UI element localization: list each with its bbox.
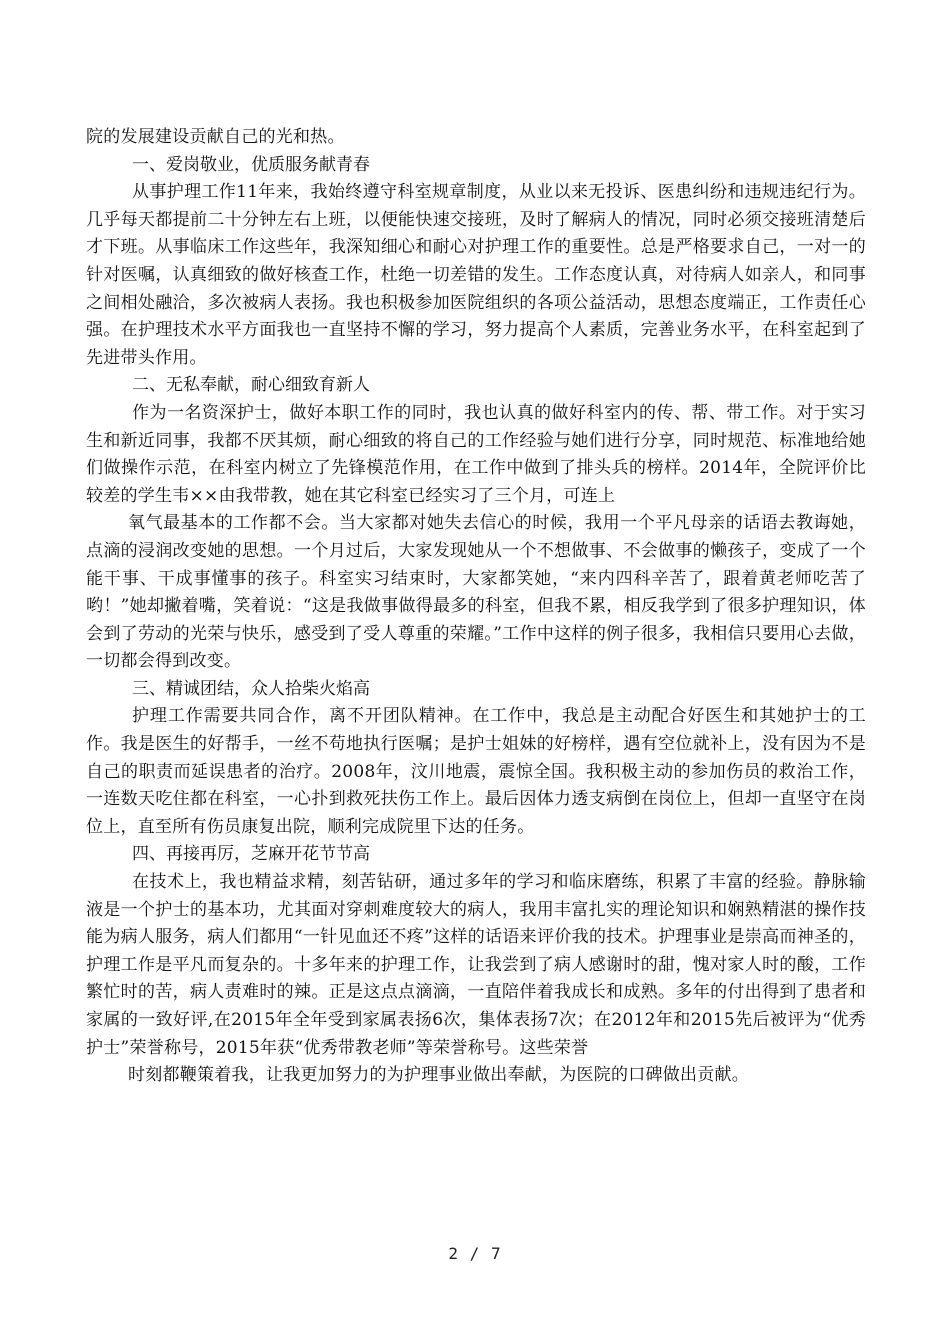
paragraph-section-2a: 作为一名资深护士，做好本职工作的同时，我也认真的做好科室内的传、帮、带工作。对于实习生和新近同事，我都不厌其烦，耐心细致的将自己的工作经验与她们进行分享，同时规范、标准地给她们做操作示范，在科室内树立了先锋模范作用，在工作中做到了排头兵的榜样。2014年，全院评价比较差的学生韦××由我带教，她在其它科室已经实习了三个月，可连上 <box>86 402 866 506</box>
section-heading-3: 三、精诚团结，众人拾柴火焰高 <box>132 678 370 699</box>
paragraph-section-1: 从事护理工作11年来，我始终遵守科室规章制度，从业以来无投诉、医患纠纷和违规违纪行为。几乎每天都提前二十分钟左右上班，以便能快速交接班，及时了解病人的情况，同时必须交接班清楚后才下班。从事临床工作这些年，我深知细心和耐心对护理工作的重要性。总是严格要求自己，一对一的针对医嘱，认真细致的做好核查工作，杜绝一切差错的发生。工作态度认真，对待病人如亲人，和同事之间相处融洽，多次被病人表扬。我也积极参加医院组织的各项公益活动，思想态度端正，工作责任心强。在护理技术水平方面我也一直坚持不懈的学习，努力提高个人素质，完善业务水平，在科室起到了先进带头作用。 <box>86 182 866 368</box>
section-heading-1: 一、爱岗敬业，优质服务献青春 <box>132 154 370 175</box>
section-heading-2: 二、无私奉献，耐心细致育新人 <box>132 375 370 396</box>
paragraph-section-3: 护理工作需要共同合作，离不开团队精神。在工作中，我总是主动配合好医生和其她护士的工作。我是医生的好帮手，一丝不苟地执行医嘱；是护士姐妹的好榜样，遇有空位就补上，没有因为不是自己的职责而延误患者的治疗。2008年，汶川地震，震惊全国。我积极主动的参加伤员的救治工作，一连数天吃住都在科室，一心扑到救死扶伤工作上。最后因体力透支病倒在岗位上，但却一直坚守在岗位上，直至所有伤员康复出院，顺利完成院里下达的任务。 <box>86 706 866 837</box>
paragraph-section-4a: 在技术上，我也精益求精，刻苦钻研，通过多年的学习和临床磨练，积累了丰富的经验。静脉输液是一个护士的基本功，尤其面对穿刺难度较大的病人，我用丰富扎实的理论知识和娴熟精湛的操作技能为病人服务，病人们都用“一针见血还不疼”这样的话语来评价我的技术。护理事业是崇高而神圣的，护理工作是平凡而复杂的。十多年来的护理工作，让我尝到了病人感谢时的甜，愧对家人时的酸，工作繁忙时的苦，病人责难时的辣。正是这点点滴滴，一直陪伴着我成长和成熟。多年的付出得到了患者和家属的一致好评,在2015年全年受到家属表扬6次，集体表扬7次；在2012年和2015先后被评为“优秀护士”荣誉称号，2015年获“优秀带教老师”等荣誉称号。这些荣誉 <box>86 872 866 1058</box>
section-heading-4: 四、再接再厉，芝麻开花节节高 <box>132 844 370 865</box>
document-body <box>86 124 866 1090</box>
page-number: 2 / 7 <box>448 1244 502 1263</box>
paragraph-intro-tail: 院的发展建设贡献自己的光和热。 <box>86 127 345 147</box>
paragraph-section-4b: 时刻都鞭策着我，让我更加努力的为护理事业做出奉献，为医院的口碑做出贡献。 <box>128 1065 749 1086</box>
paragraph-section-2b: 氧气最基本的工作都不会。当大家都对她失去信心的时候，我用一个平凡母亲的话语去教诲她，点滴的浸润改变她的思想。一个月过后，大家发现她从一个不想做事、不会做事的懒孩子，变成了一个能干事、干成事懂事的孩子。科室实习结束时，大家都笑她，“来内四科辛苦了，跟着黄老师吃苦了哟！”她却撇着嘴，笑着说：“这是我做事做得最多的科室，但我不累，相反我学到了很多护理知识，体会到了劳动的光荣与快乐，感受到了受人尊重的荣耀。”工作中这样的例子很多，我相信只要用心去做，一切都会得到改变。 <box>86 513 866 672</box>
